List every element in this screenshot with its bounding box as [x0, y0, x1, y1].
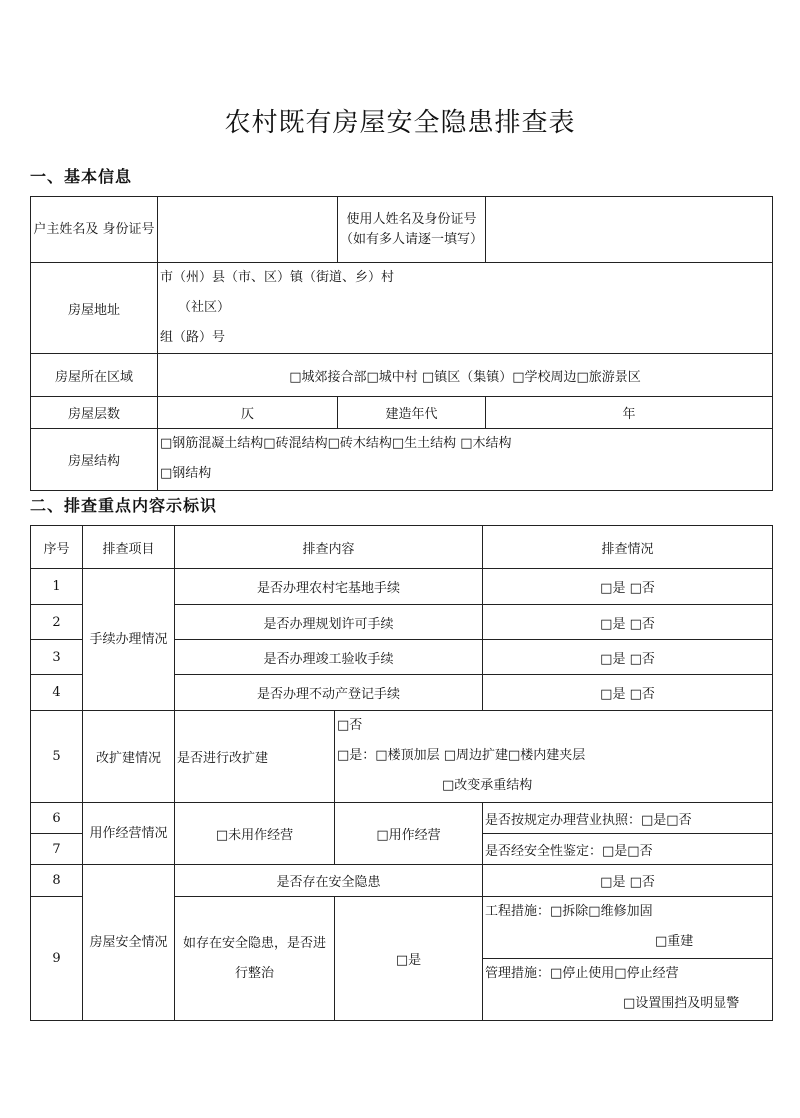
year-field[interactable]: 年: [486, 397, 773, 429]
item-procedures: 手续办理情况: [83, 569, 175, 711]
row-no-3: 3: [31, 640, 83, 675]
row-no-6: 6: [31, 803, 83, 834]
row-no-4: 4: [31, 675, 83, 711]
option-rectify[interactable]: □是: [335, 897, 483, 1021]
content-9: 如存在安全隐患，是否进行整治: [175, 897, 335, 1021]
section-check-items: 二、排查重点内容示标识: [30, 496, 218, 515]
address-label: 房屋地址: [31, 263, 158, 354]
row-no-9: 9: [31, 897, 83, 1021]
owner-label: 户主姓名及 身份证号: [31, 197, 158, 263]
engineering-measures: 工程措施：□拆除□维修加固: [485, 904, 653, 919]
status-5[interactable]: [335, 711, 773, 803]
check-table: [30, 525, 773, 1021]
address-line-1: 市（州）县（市、区）镇（街道、乡）村: [160, 270, 395, 285]
status-5-line-2: □是：□楼顶加层 □周边扩建□楼内建夹层: [337, 748, 586, 763]
item-renovation: 改扩建情况: [83, 711, 175, 803]
management-fence: □设置围挡及明显警: [623, 996, 740, 1011]
item-business: 用作经营情况: [83, 803, 175, 865]
content-8: 是否存在安全隐患: [175, 865, 483, 897]
header-no: 序号: [31, 526, 83, 569]
header-item: 排查项目: [83, 526, 175, 569]
row-no-5: 5: [31, 711, 83, 803]
status-2[interactable]: □是 □否: [483, 605, 773, 640]
status-8[interactable]: □是 □否: [483, 865, 773, 897]
header-status: 排查情况: [483, 526, 773, 569]
structure-options[interactable]: [158, 429, 773, 491]
user-label: 使用人姓名及身份证号（如有多人请逐一填写）: [338, 197, 486, 263]
content-1: 是否办理农村宅基地手续: [175, 569, 483, 605]
safety-appraisal-question[interactable]: 是否经安全性鉴定：□是□否: [483, 834, 773, 865]
owner-field[interactable]: [158, 197, 338, 263]
status-3[interactable]: □是 □否: [483, 640, 773, 675]
status-1[interactable]: □是 □否: [483, 569, 773, 605]
content-4: 是否办理不动产登记手续: [175, 675, 483, 711]
structure-label: 房屋结构: [31, 429, 158, 491]
status-5-line-3: □改变承重结构: [442, 778, 533, 793]
floors-label: 房屋层数: [31, 397, 158, 429]
page-title: 农村既有房屋安全隐患排查表: [224, 108, 576, 138]
row-no-8: 8: [31, 865, 83, 897]
row-no-1: 1: [31, 569, 83, 605]
content-2: 是否办理规划许可手续: [175, 605, 483, 640]
option-business[interactable]: □用作经营: [335, 803, 483, 865]
status-5-line-1: □否: [337, 718, 363, 733]
license-question[interactable]: 是否按规定办理营业执照：□是□否: [483, 803, 773, 834]
basic-info-table: [30, 196, 773, 491]
engineering-rebuild: □重建: [655, 934, 694, 949]
user-field[interactable]: [486, 197, 773, 263]
row-no-7: 7: [31, 834, 83, 865]
row-no-2: 2: [31, 605, 83, 640]
year-label: 建造年代: [338, 397, 486, 429]
management-measures: 管理措施：□停止使用□停止经营: [485, 966, 679, 981]
area-options[interactable]: □城郊接合部□城中村 □镇区（集镇）□学校周边□旅游景区: [158, 354, 773, 397]
address-line-2: （社区）: [178, 300, 231, 315]
content-3: 是否办理竣工验收手续: [175, 640, 483, 675]
address-line-3: 组（路）号: [160, 330, 226, 345]
section-basic-info: 一、基本信息: [30, 167, 133, 186]
area-label: 房屋所在区域: [31, 354, 158, 397]
structure-line-2: □钢结构: [160, 466, 212, 481]
measures-cell[interactable]: [483, 897, 773, 1021]
header-content: 排查内容: [175, 526, 483, 569]
item-safety: 房屋安全情况: [83, 865, 175, 1021]
floors-field[interactable]: 仄: [158, 397, 338, 429]
status-4[interactable]: □是 □否: [483, 675, 773, 711]
address-field[interactable]: [158, 263, 773, 354]
option-not-business[interactable]: □未用作经营: [175, 803, 335, 865]
content-5: 是否进行改扩建: [175, 711, 335, 803]
structure-line-1: □钢筋混凝土结构□砖混结构□砖木结构□生土结构 □木结构: [160, 436, 512, 451]
